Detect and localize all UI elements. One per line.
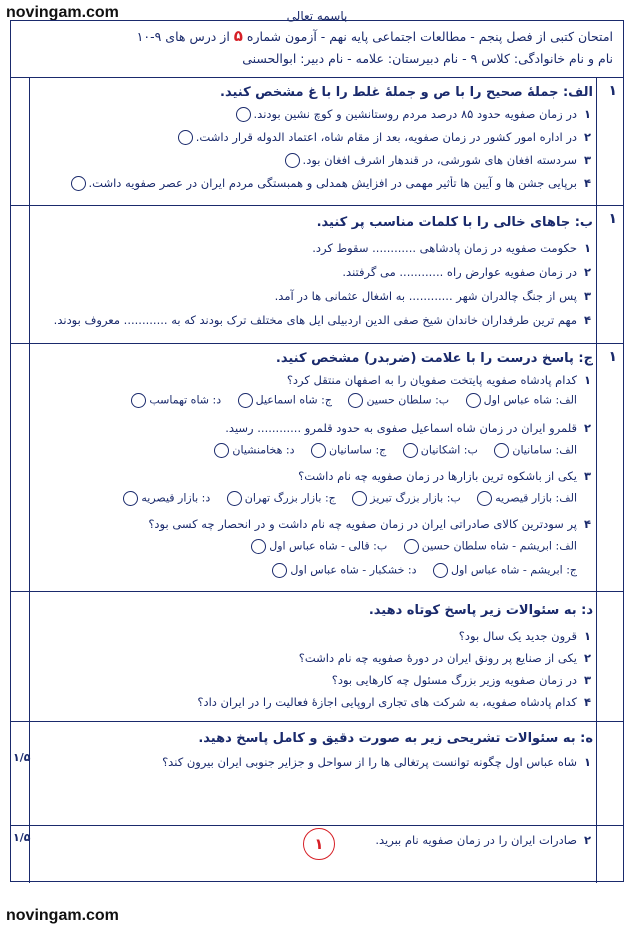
question-text: یکی از صنایع پر رونق ایران در دورهٔ صفویه چه نام داشت؟: [298, 651, 577, 665]
options-row: [33, 491, 577, 506]
option-bubble[interactable]: [123, 491, 138, 506]
question-number: ۲: [583, 833, 591, 847]
question-number: ۲: [583, 421, 591, 435]
option-bubble[interactable]: [433, 563, 448, 578]
question-number: ۱: [583, 629, 591, 643]
watermark-top: novingam.com: [6, 4, 119, 21]
question-text: کدام پادشاه صفویه پایتخت صفویان را به اصفهان منتقل کرد؟: [286, 373, 577, 387]
answer-bubble[interactable]: [285, 153, 300, 168]
option[interactable]: [349, 491, 461, 506]
question-row: [33, 517, 591, 531]
section-true-false: [11, 77, 623, 206]
question-text: در زمان صفویه وزیر بزرگ مسئول چه کارهایی بود؟: [331, 673, 577, 687]
question-row: [33, 265, 591, 279]
question-text: برپایی جشن ها و آیین ها تأثیر مهمی در افزایش همدلی و همبستگی مردم ایران در عصر صفویه داشت.: [88, 176, 577, 190]
header-title: امتحان کتبی از فصل پنجم - مطالعات اجتماعی پایه نهم - آزمون شماره: [246, 29, 613, 44]
question-text: در زمان صفویه عوارض راه ............ می گرفتند.: [342, 265, 577, 279]
option-bubble[interactable]: [477, 491, 492, 506]
question-number: ۱: [583, 755, 591, 769]
section-title: ب: جاهای خالی را با کلمات مناسب پر کنید.: [316, 215, 593, 230]
bismillah: باسمه تعالی: [286, 9, 348, 23]
option[interactable]: [235, 393, 332, 408]
header-lessons: از درس های ۹-۱۰: [136, 29, 230, 44]
section-score: ۱: [608, 349, 617, 365]
question-number: ۲: [583, 130, 591, 144]
option-label: د: هخامنشیان: [232, 443, 295, 457]
question-text: در اداره امور کشور در زمان صفویه، بعد از مقام شاه، اعتماد الدوله قرار داشت.: [195, 130, 577, 144]
answer-bubble[interactable]: [71, 176, 86, 191]
question-row: [33, 421, 591, 435]
question-number: ۴: [583, 313, 591, 327]
question-text: در زمان صفویه حدود ۸۵ درصد مردم روستانشین و کوچ نشین بودند.: [253, 107, 577, 121]
question-number: ۳: [583, 673, 591, 687]
question-text: کدام پادشاه صفویه، به شرکت های تجاری اروپایی اجازهٔ فعالیت را در ایران داد؟: [197, 695, 577, 709]
option[interactable]: [120, 491, 210, 506]
question-row: [33, 153, 591, 168]
question-text: صادرات ایران را در زمان صفویه نام ببرید.: [375, 833, 577, 847]
option[interactable]: [248, 539, 387, 554]
section-fill-blank: [11, 205, 623, 344]
question-row: [33, 176, 591, 191]
option-label: ب: سلطان حسین: [366, 393, 450, 407]
left-column: [11, 591, 30, 721]
option-label: ج: ابریشم - شاه عباس اول: [451, 563, 577, 577]
exam-header: [11, 21, 623, 78]
option-label: د: شاه تهماسب: [149, 393, 222, 407]
option-bubble[interactable]: [311, 443, 326, 458]
option[interactable]: [430, 563, 577, 578]
question-text: پس از جنگ چالدران شهر ............ به اشغال عثمانی ها در آمد.: [274, 289, 577, 303]
score-column: [596, 721, 623, 825]
answer-bubble[interactable]: [178, 130, 193, 145]
option-bubble[interactable]: [403, 443, 418, 458]
option-bubble[interactable]: [272, 563, 287, 578]
side-score: ۱/۵: [13, 751, 31, 764]
question-text: قلمرو ایران در زمان شاه اسماعیل صفوی به حدود قلمرو ............ رسید.: [225, 421, 577, 435]
option-label: ج: ساسانیان: [329, 443, 387, 457]
question-text: مهم ترین طرفداران خاندان شیخ صفی الدین اردبیلی ایل های مختلف ترک بودند که به ............ معروف بودند.: [53, 313, 577, 327]
option[interactable]: [400, 443, 478, 458]
section-essay: [11, 721, 623, 826]
question-number: ۴: [583, 695, 591, 709]
question-text: حکومت صفویه در زمان پادشاهی ............ سقوط کرد.: [312, 241, 577, 255]
option[interactable]: [474, 491, 577, 506]
score-column: [596, 77, 623, 205]
option[interactable]: [345, 393, 449, 408]
option-label: ج: بازار بزرگ تهران: [244, 491, 336, 505]
page-number: ۱: [303, 828, 335, 860]
score-column: [596, 343, 623, 591]
option-label: الف: شاه عباس اول: [483, 393, 577, 407]
option[interactable]: [463, 393, 577, 408]
options-row: [33, 393, 577, 408]
options-row: [33, 443, 577, 458]
option-bubble[interactable]: [238, 393, 253, 408]
question-row: [33, 373, 591, 387]
option[interactable]: [269, 563, 416, 578]
section-score: ۱: [608, 211, 617, 227]
option-label: د: بازار قیصریه: [141, 491, 211, 505]
left-column: [11, 343, 30, 591]
question-number: ۱: [583, 107, 591, 121]
section-multiple-choice: [11, 343, 623, 592]
section-short-answer: [11, 591, 623, 722]
option-bubble[interactable]: [404, 539, 419, 554]
option-label: د: خشکبار - شاه عباس اول: [290, 563, 417, 577]
question-number: ۳: [583, 289, 591, 303]
option[interactable]: [491, 443, 577, 458]
option-bubble[interactable]: [466, 393, 481, 408]
left-column: [11, 77, 30, 205]
section-score: ۱: [608, 83, 617, 99]
left-column: [11, 205, 30, 343]
section-title: ه: به سئوالات تشریحی زیر به صورت دقیق و کامل پاسخ دهید.: [198, 731, 593, 746]
question-number: ۴: [583, 176, 591, 190]
question-row: [33, 651, 591, 665]
option-bubble[interactable]: [352, 491, 367, 506]
question-row: [33, 130, 591, 145]
score-column: [596, 591, 623, 721]
section-title: الف: جملهٔ صحیح را با ص و جملهٔ غلط را با غ مشخص کنید.: [220, 85, 593, 100]
question-number: ۲: [583, 651, 591, 665]
section-title: ج: پاسخ درست را با علامت (ضربدر) مشخص کنید.: [275, 351, 593, 366]
option-label: ب: اشکانیان: [420, 443, 478, 457]
option-bubble[interactable]: [214, 443, 229, 458]
question-text: پر سودترین کالای صادراتی ایران در زمان صفویه چه نام داشت و در انحصار چه کسی بود؟: [148, 517, 577, 531]
question-row: [33, 469, 591, 483]
option-bubble[interactable]: [131, 393, 146, 408]
exam-number: ۵: [233, 27, 243, 45]
question-number: ۱: [583, 373, 591, 387]
question-number: ۴: [583, 517, 591, 531]
left-column: [11, 721, 30, 825]
question-row: [33, 289, 591, 303]
question-number: ۳: [583, 469, 591, 483]
option-label: الف: سامانیان: [512, 443, 577, 457]
question-row: [33, 673, 591, 687]
question-row: [33, 629, 591, 643]
options-row: [33, 563, 577, 578]
question-text: شاه عباس اول چگونه توانست پرتغالی ها را از سواحل و جزایر جنوبی ایران بیرون کند؟: [162, 755, 577, 769]
option-bubble[interactable]: [348, 393, 363, 408]
header-line-1: [21, 27, 613, 45]
answer-bubble[interactable]: [236, 107, 251, 122]
option[interactable]: [308, 443, 386, 458]
question-number: ۲: [583, 265, 591, 279]
options-row: [33, 539, 577, 554]
question-text: سردسته افغان های شورشی، در قندهار اشرف افغان بود.: [302, 153, 577, 167]
option[interactable]: [401, 539, 577, 554]
option[interactable]: [224, 491, 336, 506]
question-number: ۱: [583, 241, 591, 255]
question-row: [33, 695, 591, 709]
question-row: [33, 755, 591, 769]
option-bubble[interactable]: [494, 443, 509, 458]
option-label: الف: ابریشم - شاه سلطان حسین: [421, 539, 577, 553]
question-number: ۳: [583, 153, 591, 167]
option-bubble[interactable]: [227, 491, 242, 506]
option[interactable]: [128, 393, 221, 408]
question-text: قرون جدید یک سال بود؟: [458, 629, 577, 643]
question-row: [33, 313, 591, 327]
option-label: ب: بازار بزرگ تبریز: [370, 491, 461, 505]
side-score: ۱/۵: [13, 831, 31, 844]
section-title: د: به سئوالات زیر پاسخ کوتاه دهید.: [368, 603, 593, 618]
option-label: ج: شاه اسماعیل: [255, 393, 332, 407]
option-bubble[interactable]: [251, 539, 266, 554]
watermark-bottom: novingam.com: [6, 907, 119, 924]
left-column: [11, 825, 30, 883]
score-column: [596, 205, 623, 343]
option-label: الف: بازار قیصریه: [495, 491, 577, 505]
question-row: [33, 241, 591, 255]
question-row: [33, 107, 591, 122]
header-line-2: نام و نام خانوادگی: کلاس ۹ - نام دبیرستان: علامه - نام دبیر: ابوالحسنی: [242, 51, 613, 66]
option[interactable]: [211, 443, 294, 458]
option-label: ب: قالی - شاه عباس اول: [269, 539, 388, 553]
score-column: [596, 825, 623, 883]
question-text: یکی از باشکوه ترین بازارها در زمان صفویه چه نام داشت؟: [298, 469, 577, 483]
